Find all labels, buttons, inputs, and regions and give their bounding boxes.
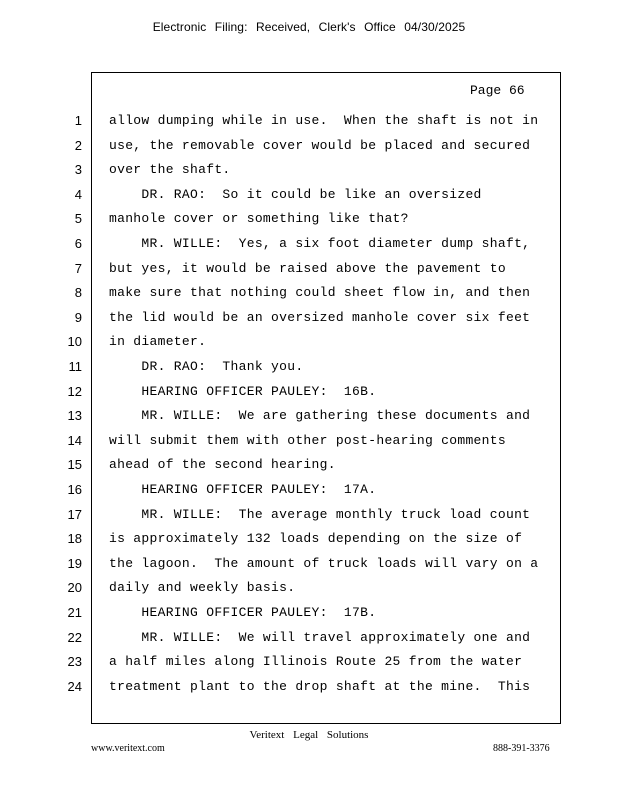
line-number: 3 [74,162,82,178]
line-number: 9 [74,309,82,325]
line-number: 1 [74,113,82,128]
transcript-line: MR. WILLE: We will travel approximately one and [109,629,531,645]
line-number: 20 [67,580,82,596]
transcript-line: manhole cover or something like that? [109,211,409,227]
transcript-line: ahead of the second hearing. [109,457,336,473]
line-number: 19 [67,555,82,571]
line-number: 13 [67,408,82,424]
page-number: Page 66 [470,83,525,98]
line-number: 17 [67,506,82,522]
transcript-line: over the shaft. [109,162,231,178]
line-number: 24 [67,678,82,694]
transcript-line: but yes, it would be raised above the pavement to [109,260,506,276]
transcript-line: DR. RAO: So it could be like an oversized [109,186,482,202]
transcript-line: the lagoon. The amount of truck loads will vary on a [109,555,539,571]
transcript-line: HEARING OFFICER PAULEY: 17A. [109,482,377,497]
transcript-line: a half miles along Illinois Route 25 from the water [109,654,523,670]
line-number: 4 [74,186,82,202]
line-number: 12 [67,383,82,399]
line-number: 2 [74,137,82,153]
transcript-line: daily and weekly basis. [109,580,296,596]
transcript-line: allow dumping while in use. When the shaft is not in [109,113,539,128]
transcript-line: will submit them with other post-hearing comments [109,432,506,448]
transcript-line: use, the removable cover would be placed and secured [109,137,531,153]
transcript-line: DR. RAO: Thank you. [109,359,304,374]
line-number: 5 [74,211,82,227]
transcript-line: MR. WILLE: Yes, a six foot diameter dump shaft, [109,236,531,251]
transcript-line: the lid would be an oversized manhole cover six feet [109,309,531,325]
footer-website: www.veritext.com [91,743,165,754]
transcript-line: HEARING OFFICER PAULEY: 16B. [109,383,377,399]
footer-company: Veritext Legal Solutions [249,729,369,741]
line-number: 18 [67,531,82,547]
filing-header: Electronic Filing: Received, Clerk's Office 04/30/2025 [152,20,466,34]
transcript-line: treatment plant to the drop shaft at the mine. This [109,678,531,694]
line-number: 11 [68,359,82,374]
transcript-line: make sure that nothing could sheet flow in, and then [109,285,531,301]
transcript-line: HEARING OFFICER PAULEY: 17B. [109,605,377,620]
line-number: 7 [74,260,82,276]
line-number: 6 [74,236,82,251]
transcript-line: MR. WILLE: The average monthly truck load count [109,506,531,522]
footer-phone: 888-391-3376 [493,743,550,754]
line-number: 23 [67,654,82,670]
transcript-line: is approximately 132 loads depending on the size of [109,531,523,547]
transcript-line: MR. WILLE: We are gathering these documents and [109,408,531,424]
line-number: 10 [67,334,82,350]
line-number: 14 [67,432,82,448]
line-number: 22 [67,629,82,645]
line-number: 8 [74,285,82,301]
transcript-line: in diameter. [109,334,207,350]
line-number: 21 [67,605,82,620]
line-number: 15 [67,457,82,473]
line-number: 16 [67,482,82,497]
